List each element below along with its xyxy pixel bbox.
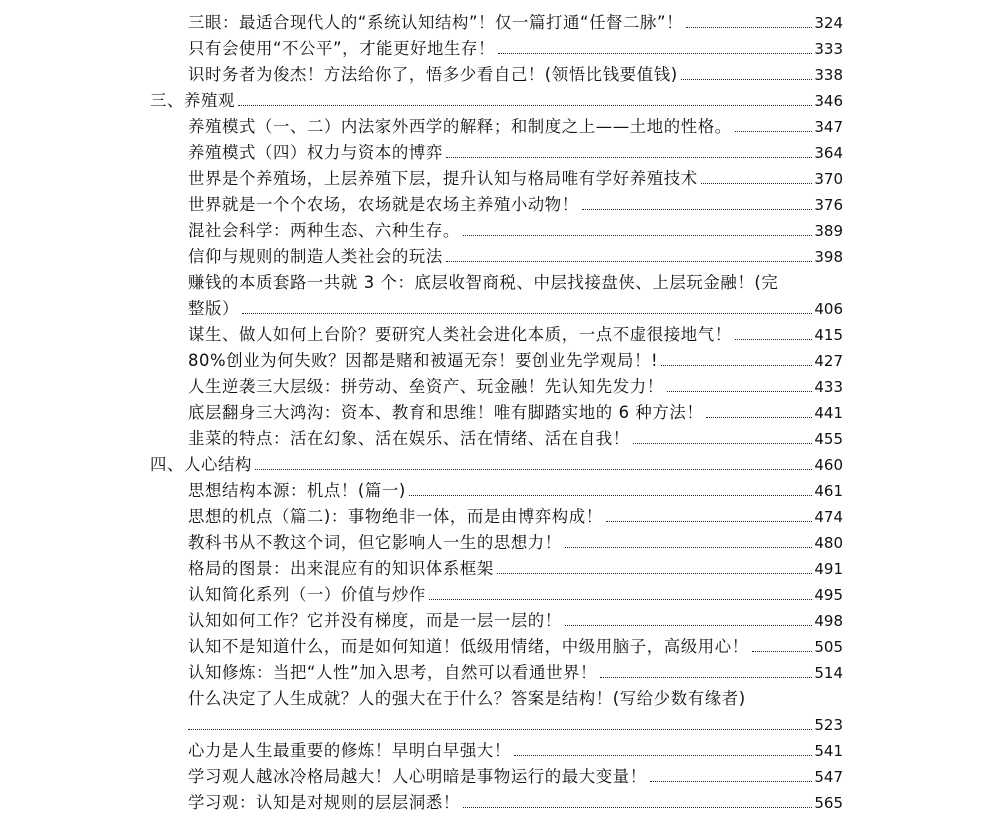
toc-entry-line bbox=[150, 88, 843, 114]
toc-entry[interactable] bbox=[0, 478, 993, 504]
toc-entry[interactable] bbox=[0, 790, 993, 816]
toc-entry-title: 信仰与规则的制造人类社会的玩法 bbox=[188, 247, 443, 266]
toc-entry-line bbox=[188, 608, 843, 634]
toc-entry-page: 565 bbox=[814, 794, 843, 812]
toc-entry-page: 505 bbox=[814, 638, 843, 656]
toc-entry-page: 474 bbox=[814, 508, 843, 526]
dot-leader bbox=[446, 140, 813, 158]
toc-entry-page: 495 bbox=[814, 586, 843, 604]
toc-entry-title: 混社会科学：两种生态、六种生存。 bbox=[188, 221, 460, 240]
dot-leader bbox=[681, 62, 813, 80]
dot-leader bbox=[463, 790, 813, 808]
dot-leader bbox=[429, 582, 812, 600]
toc-entry-page: 480 bbox=[814, 534, 843, 552]
toc-entry-page: 455 bbox=[814, 430, 843, 448]
toc-entry-title: 三眼：最适合现代人的“系统认知结构”！仅一篇打通“任督二脉”！ bbox=[188, 13, 684, 32]
toc-entry-title: 识时务者为俊杰！方法给你了，悟多少看自己！(领悟比钱要值钱) bbox=[188, 65, 678, 84]
toc-entry[interactable] bbox=[0, 270, 993, 322]
toc-entry[interactable] bbox=[0, 244, 993, 270]
toc-entry-title: 只有会使用“不公平”，才能更好地生存！ bbox=[188, 39, 496, 58]
toc-entry-line bbox=[188, 738, 843, 764]
toc-entry[interactable] bbox=[0, 660, 993, 686]
toc-entry-line bbox=[188, 400, 843, 426]
toc-section-title: 四、人心结构 bbox=[150, 455, 252, 474]
dot-leader bbox=[497, 556, 813, 574]
toc-entry[interactable] bbox=[0, 634, 993, 660]
toc-entry-title: 养殖模式（四）权力与资本的博弈 bbox=[188, 143, 443, 162]
toc-entry-title: 世界就是一个个农场，农场就是农场主养殖小动物！ bbox=[188, 195, 579, 214]
toc-entry[interactable] bbox=[0, 348, 993, 374]
toc-section-heading[interactable] bbox=[0, 452, 993, 478]
toc-entry-title-continued: 整版） bbox=[188, 299, 239, 318]
toc-entry-title: 什么决定了人生成就？人的强大在于什么？答案是结构！(写给少数有缘者) bbox=[188, 689, 746, 708]
toc-entry[interactable] bbox=[0, 322, 993, 348]
toc-entry-line bbox=[188, 140, 843, 166]
toc-entry-page: 491 bbox=[814, 560, 843, 578]
dot-leader bbox=[633, 426, 813, 444]
toc-entry[interactable] bbox=[0, 556, 993, 582]
dot-leader bbox=[565, 608, 813, 626]
toc-entry-page: 547 bbox=[814, 768, 843, 786]
toc-entry-page: 460 bbox=[814, 456, 843, 474]
toc-entry-page: 376 bbox=[814, 196, 843, 214]
toc-entry[interactable] bbox=[0, 582, 993, 608]
toc-entry-title: 认知简化系列（一）价值与炒作 bbox=[188, 585, 426, 604]
toc-entry-line bbox=[188, 114, 843, 140]
toc-entry-title: 思想结构本源：机点！(篇一) bbox=[188, 481, 406, 500]
toc-entry[interactable] bbox=[0, 166, 993, 192]
dot-leader bbox=[498, 36, 812, 54]
toc-entry-line bbox=[188, 322, 843, 348]
toc-entry[interactable] bbox=[0, 504, 993, 530]
dot-leader bbox=[255, 452, 812, 470]
toc-entry-page: 347 bbox=[814, 118, 843, 136]
toc-section-title: 三、养殖观 bbox=[150, 91, 235, 110]
toc-entry-page: 433 bbox=[814, 378, 843, 396]
toc-entry-title: 学习观人越冰冷格局越大！人心明暗是事物运行的最大变量！ bbox=[188, 767, 647, 786]
dot-leader bbox=[409, 478, 812, 496]
dot-leader bbox=[600, 660, 812, 678]
toc-entry[interactable] bbox=[0, 140, 993, 166]
toc-entry-page: 333 bbox=[814, 40, 843, 58]
toc-entry-title: 谋生、做人如何上台阶？要研究人类社会进化本质，一点不虚很接地气！ bbox=[188, 325, 732, 344]
toc-entry-line bbox=[188, 36, 843, 62]
toc-entry[interactable] bbox=[0, 218, 993, 244]
table-of-contents bbox=[0, 10, 993, 816]
toc-entry-page: 461 bbox=[814, 482, 843, 500]
toc-entry-title: 底层翻身三大鸿沟：资本、教育和思维！唯有脚踏实地的 6 种方法！ bbox=[188, 403, 704, 422]
dot-leader bbox=[514, 738, 813, 756]
toc-entry-line bbox=[188, 192, 843, 218]
dot-leader bbox=[661, 348, 812, 366]
toc-entry-title: 认知不是知道什么，而是如何知道！低级用情绪，中级用脑子，高级用心！ bbox=[188, 637, 749, 656]
toc-entry-line bbox=[188, 270, 843, 296]
toc-entry-line bbox=[188, 530, 843, 556]
toc-entry-line-continued bbox=[188, 296, 843, 322]
dot-leader bbox=[686, 10, 812, 28]
toc-entry-title: 思想的机点（篇二)：事物绝非一体，而是由博弈构成！ bbox=[188, 507, 603, 526]
toc-entry[interactable] bbox=[0, 608, 993, 634]
toc-entry-line bbox=[188, 504, 843, 530]
toc-entry-line bbox=[188, 62, 843, 88]
dot-leader bbox=[242, 296, 812, 314]
dot-leader bbox=[446, 244, 813, 262]
toc-entry-line bbox=[188, 478, 843, 504]
toc-entry-page: 441 bbox=[814, 404, 843, 422]
toc-entry-page: 415 bbox=[814, 326, 843, 344]
toc-entry-line bbox=[188, 790, 843, 816]
dot-leader bbox=[463, 218, 813, 236]
toc-entry[interactable] bbox=[0, 738, 993, 764]
toc-entry[interactable] bbox=[0, 686, 993, 738]
toc-entry-page: 338 bbox=[814, 66, 843, 84]
toc-entry-page: 523 bbox=[814, 716, 843, 734]
toc-entry-line-continued bbox=[188, 712, 843, 738]
toc-entry-page: 514 bbox=[814, 664, 843, 682]
toc-entry-title: 80%创业为何失败？因都是赌和被逼无奈！要创业先学观局！! bbox=[188, 351, 659, 370]
toc-entry-page: 370 bbox=[814, 170, 843, 188]
toc-entry-title: 养殖模式（一、二）内法家外西学的解释；和制度之上——土地的性格。 bbox=[188, 117, 732, 136]
dot-leader bbox=[582, 192, 813, 210]
dot-leader bbox=[188, 712, 812, 730]
toc-entry-line bbox=[188, 374, 843, 400]
toc-entry[interactable] bbox=[0, 374, 993, 400]
toc-entry[interactable] bbox=[0, 36, 993, 62]
toc-section-heading[interactable] bbox=[0, 88, 993, 114]
toc-entry-line bbox=[188, 556, 843, 582]
toc-entry-title: 人生逆袭三大层级：拼劳动、垒资产、玩金融！先认知先发力！ bbox=[188, 377, 664, 396]
toc-entry-title: 格局的图景：出来混应有的知识体系框架 bbox=[188, 559, 494, 578]
toc-entry-page: 398 bbox=[814, 248, 843, 266]
dot-leader bbox=[565, 530, 813, 548]
toc-entry-page: 389 bbox=[814, 222, 843, 240]
toc-entry[interactable] bbox=[0, 426, 993, 452]
dot-leader bbox=[606, 504, 813, 522]
toc-entry[interactable] bbox=[0, 62, 993, 88]
toc-entry-page: 427 bbox=[814, 352, 843, 370]
toc-entry-title: 心力是人生最重要的修炼！早明白早强大！ bbox=[188, 741, 511, 760]
toc-entry-line bbox=[150, 452, 843, 478]
dot-leader bbox=[706, 400, 812, 418]
toc-entry[interactable] bbox=[0, 114, 993, 140]
toc-entry[interactable] bbox=[0, 10, 993, 36]
dot-leader bbox=[735, 322, 813, 340]
toc-entry-line bbox=[188, 660, 843, 686]
toc-entry-line bbox=[188, 10, 843, 36]
dot-leader bbox=[752, 634, 813, 652]
toc-entry[interactable] bbox=[0, 530, 993, 556]
dot-leader bbox=[667, 374, 813, 392]
toc-entry-page: 541 bbox=[814, 742, 843, 760]
dot-leader bbox=[650, 764, 813, 782]
toc-entry[interactable] bbox=[0, 764, 993, 790]
toc-entry-title: 世界是个养殖场，上层养殖下层，提升认知与格局唯有学好养殖技术 bbox=[188, 169, 698, 188]
toc-entry-title: 认知如何工作？它并没有梯度，而是一层一层的！ bbox=[188, 611, 562, 630]
toc-entry-line bbox=[188, 166, 843, 192]
toc-entry-title: 韭菜的特点：活在幻象、活在娱乐、活在情绪、活在自我！ bbox=[188, 429, 630, 448]
toc-entry[interactable] bbox=[0, 192, 993, 218]
dot-leader bbox=[238, 88, 812, 106]
toc-entry-line bbox=[188, 218, 843, 244]
dot-leader bbox=[735, 114, 813, 132]
toc-entry-title: 赚钱的本质套路一共就 3 个：底层收智商税、中层找接盘侠、上层玩金融！(完 bbox=[188, 273, 779, 292]
toc-entry[interactable] bbox=[0, 400, 993, 426]
toc-entry-page: 498 bbox=[814, 612, 843, 630]
dot-leader bbox=[701, 166, 813, 184]
toc-entry-line bbox=[188, 634, 843, 660]
toc-entry-line bbox=[188, 582, 843, 608]
toc-entry-line bbox=[188, 426, 843, 452]
toc-entry-line bbox=[188, 764, 843, 790]
toc-entry-page: 346 bbox=[814, 92, 843, 110]
toc-entry-page: 406 bbox=[814, 300, 843, 318]
toc-entry-line bbox=[188, 348, 843, 374]
toc-entry-page: 364 bbox=[814, 144, 843, 162]
toc-entry-line bbox=[188, 244, 843, 270]
toc-entry-title: 学习观：认知是对规则的层层洞悉！ bbox=[188, 793, 460, 812]
toc-entry-title: 教科书从不教这个词，但它影响人一生的思想力！ bbox=[188, 533, 562, 552]
toc-entry-page: 324 bbox=[814, 14, 843, 32]
toc-entry-title: 认知修炼：当把“人性”加入思考，自然可以看通世界！ bbox=[188, 663, 597, 682]
toc-entry-line bbox=[188, 686, 843, 712]
